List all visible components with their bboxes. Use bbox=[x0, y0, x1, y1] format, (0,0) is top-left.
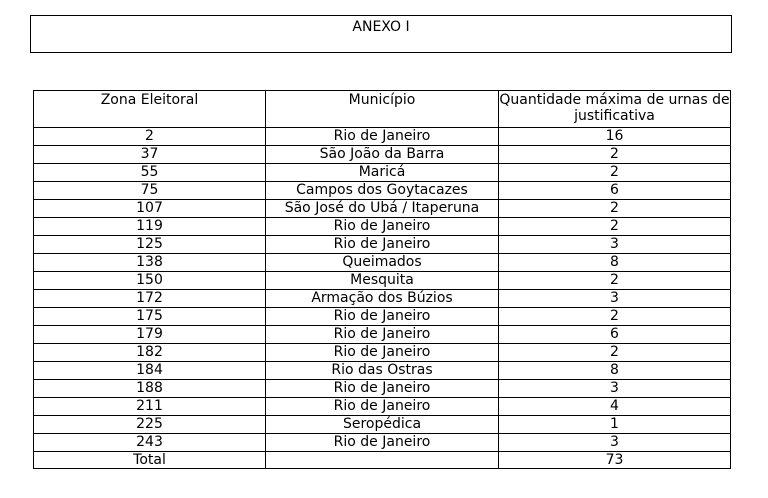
municipio-cell: Rio das Ostras bbox=[266, 362, 499, 380]
total-row bbox=[34, 452, 731, 469]
quantidade-cell: 8 bbox=[499, 254, 731, 272]
quantidade-cell: 6 bbox=[499, 182, 731, 200]
zona-eleitoral-cell: 138 bbox=[34, 254, 266, 272]
quantidade-cell: 2 bbox=[499, 218, 731, 236]
table-row bbox=[34, 254, 731, 272]
annex-header-box bbox=[30, 15, 732, 53]
municipio-cell: Maricá bbox=[266, 164, 499, 182]
column-header-quantidade: Quantidade máxima de urnas de justificativa bbox=[499, 91, 731, 128]
quantidade-cell: 16 bbox=[499, 128, 731, 146]
table-row bbox=[34, 146, 731, 164]
municipio-cell: Rio de Janeiro bbox=[266, 128, 499, 146]
table-row bbox=[34, 398, 731, 416]
municipio-cell: Rio de Janeiro bbox=[266, 344, 499, 362]
quantidade-cell: 2 bbox=[499, 272, 731, 290]
table-row bbox=[34, 362, 731, 380]
annex-title: ANEXO I bbox=[352, 19, 410, 35]
municipio-cell: Armação dos Búzios bbox=[266, 290, 499, 308]
table-row bbox=[34, 272, 731, 290]
municipio-cell: Mesquita bbox=[266, 272, 499, 290]
zona-eleitoral-cell: 119 bbox=[34, 218, 266, 236]
quantidade-cell: 8 bbox=[499, 362, 731, 380]
quantidade-cell: 2 bbox=[499, 164, 731, 182]
zona-eleitoral-cell: 225 bbox=[34, 416, 266, 434]
table-row bbox=[34, 416, 731, 434]
quantidade-cell: 2 bbox=[499, 200, 731, 218]
table-row bbox=[34, 164, 731, 182]
table-row bbox=[34, 128, 731, 146]
zona-eleitoral-cell: 243 bbox=[34, 434, 266, 452]
zona-eleitoral-cell: 125 bbox=[34, 236, 266, 254]
quantidade-cell: 4 bbox=[499, 398, 731, 416]
table-body bbox=[34, 128, 731, 452]
total-municipio-cell bbox=[266, 452, 499, 469]
total-label: Total bbox=[34, 452, 266, 469]
quantidade-cell: 3 bbox=[499, 380, 731, 398]
zona-eleitoral-cell: 172 bbox=[34, 290, 266, 308]
zona-eleitoral-cell: 150 bbox=[34, 272, 266, 290]
zona-eleitoral-cell: 2 bbox=[34, 128, 266, 146]
quantidade-cell: 3 bbox=[499, 434, 731, 452]
zona-eleitoral-cell: 75 bbox=[34, 182, 266, 200]
municipio-cell: Rio de Janeiro bbox=[266, 308, 499, 326]
quantidade-cell: 2 bbox=[499, 146, 731, 164]
municipio-cell: Rio de Janeiro bbox=[266, 218, 499, 236]
municipio-cell: Campos dos Goytacazes bbox=[266, 182, 499, 200]
quantidade-cell: 3 bbox=[499, 290, 731, 308]
municipio-cell: Rio de Janeiro bbox=[266, 236, 499, 254]
quantidade-cell: 2 bbox=[499, 308, 731, 326]
zona-eleitoral-cell: 37 bbox=[34, 146, 266, 164]
zona-eleitoral-cell: 182 bbox=[34, 344, 266, 362]
table-row bbox=[34, 290, 731, 308]
table-row bbox=[34, 236, 731, 254]
table-row bbox=[34, 200, 731, 218]
electoral-zones-table bbox=[33, 90, 731, 469]
table-row bbox=[34, 380, 731, 398]
zona-eleitoral-cell: 107 bbox=[34, 200, 266, 218]
zona-eleitoral-cell: 188 bbox=[34, 380, 266, 398]
total-quantidade: 73 bbox=[499, 452, 731, 469]
municipio-cell: Rio de Janeiro bbox=[266, 398, 499, 416]
quantidade-cell: 3 bbox=[499, 236, 731, 254]
municipio-cell: Rio de Janeiro bbox=[266, 434, 499, 452]
quantidade-cell: 6 bbox=[499, 326, 731, 344]
table-header-row bbox=[34, 91, 731, 128]
table-row bbox=[34, 326, 731, 344]
zona-eleitoral-cell: 55 bbox=[34, 164, 266, 182]
table-row bbox=[34, 218, 731, 236]
zona-eleitoral-cell: 179 bbox=[34, 326, 266, 344]
municipio-cell: Rio de Janeiro bbox=[266, 380, 499, 398]
table-row bbox=[34, 182, 731, 200]
column-header-municipio: Município bbox=[266, 91, 499, 128]
municipio-cell: Seropédica bbox=[266, 416, 499, 434]
municipio-cell: Rio de Janeiro bbox=[266, 326, 499, 344]
column-header-zona: Zona Eleitoral bbox=[34, 91, 266, 128]
table-row bbox=[34, 308, 731, 326]
zona-eleitoral-cell: 175 bbox=[34, 308, 266, 326]
quantidade-cell: 2 bbox=[499, 344, 731, 362]
municipio-cell: Queimados bbox=[266, 254, 499, 272]
municipio-cell: São João da Barra bbox=[266, 146, 499, 164]
zona-eleitoral-cell: 184 bbox=[34, 362, 266, 380]
municipio-cell: São José do Ubá / Itaperuna bbox=[266, 200, 499, 218]
table-row bbox=[34, 344, 731, 362]
quantidade-cell: 1 bbox=[499, 416, 731, 434]
table-row bbox=[34, 434, 731, 452]
zona-eleitoral-cell: 211 bbox=[34, 398, 266, 416]
